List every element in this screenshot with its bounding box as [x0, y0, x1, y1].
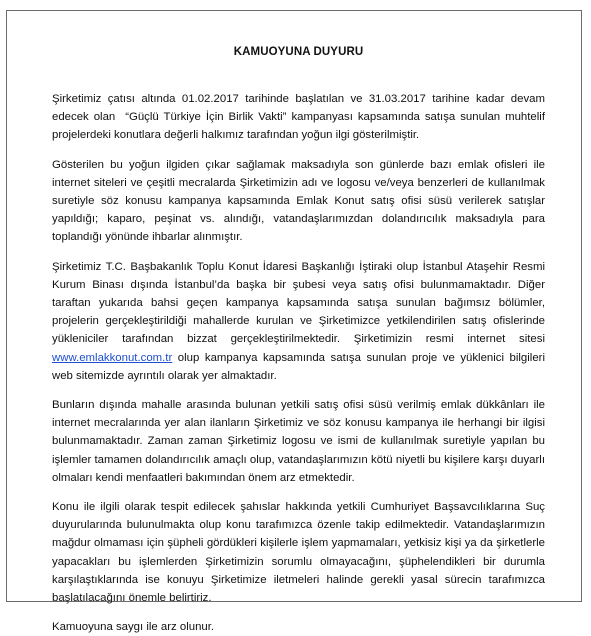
- paragraph-campaign: Şirketimiz çatısı altında 01.02.2017 tarihinde başlatılan ve 31.03.2017 tarihine kadar devam edecek olan “Güçlü Türkiye İçin Birlik Vakti” kampanyası kapsamında satışa sunulan muhtelif projelerdeki konutlara değerli halkımız tarafından yoğun ilgi gösterilmiştir.: [52, 93, 545, 142]
- paragraph-unauthorized-agents: Bunların dışında mahalle arasında bulunan yetkili satış ofisi süsü verilmiş emlak dükkânları ile internet mecralarında yer alan ilanların Şirketimiz ve söz konusu kampanya ile herhangi bir ilgisi bulunmamaktadır. Zaman zaman Şirketimiz logosu ve ismi de kullanılmak suretiyle yapılan bu işlemler tamamen dolandırıcılık amaçlı olup, vatandaşlarımızın kötü niyetli bu kişilere karşı duyarlı olmaları kendi menfaatleri bakımından önem arz etmektedir.: [52, 399, 545, 484]
- office-text-after-link: olup kampanya kapsamında satışa sunulan proje ve yüklenici bilgileri web sitemizde ayrıntılı olarak yer almaktadır.: [52, 351, 545, 382]
- website-link[interactable]: www.emlakkonut.com.tr: [52, 351, 173, 364]
- paragraph-official-offices: [52, 258, 545, 385]
- closing-line: Kamuoyuna saygı ile arz olunur.: [52, 621, 215, 634]
- notice-title: KAMUOYUNA DUYURU: [233, 46, 364, 58]
- notice-body: [52, 46, 545, 636]
- office-text-before-link: Şirketimiz T.C. Başbakanlık Toplu Konut İdaresi Başkanlığı İştiraki olup İstanbul Ataşehir Resmi Kurum Binası dışında İstanbul’da başka bir şubesi veya satış ofisi bulunmamaktadır. Diğer taraftan yukarıda bahsi geçen kampanya kapsamında satışa sunulan bağımsız bölümler, projelerin gerçekleştirildiği mahallerde kurulan ve Şirketimizce yetkilendirilen satış ofislerinde yükleniciler tarafından bizzat gerçekleştirilmektedir. Şirketimizin resmi internet sitesi: [52, 260, 545, 346]
- paragraph-legal-action: Konu ile ilgili olarak tespit edilecek şahıslar hakkında yetkili Cumhuriyet Başsavcılıklarına Suç duyurularında bulunulmakta olup konu tarafımızca özenle takip edilmektedir. Vatandaşlarımızın mağdur olmaması için şüpheli gördükleri kişilerle işlem yapmamaları, yetkisiz kişi ya da şirketlerle yapacakları bu işlemlerden Şirketimizin sorumlu olmayacağını, şüphelendikleri bir durumla karşılaştıklarında ise konuyu Şirketimize iletmeleri halinde gerekli yasal sürecin tarafımızca başlatılacağını önemle belirtiriz.: [52, 501, 545, 605]
- paragraph-fraud-reports: Gösterilen bu yoğun ilgiden çıkar sağlamak maksadıyla son günlerde bazı emlak ofisleri ile internet siteleri ve çeşitli mecralarda Şirketimizin adı ve logosu ve/veya benzerleri de kullanılmak suretiyle söz konusu kampanya kapsamında Emlak Konut satış ofisi süsü verilerek satışlar yapıldığı; kaparo, peşinat vs. alındığı, vatandaşlarımızdan dolandırıcılık maksadıyla para toplandığı yönünde ihbarlar alınmıştır.: [52, 158, 545, 244]
